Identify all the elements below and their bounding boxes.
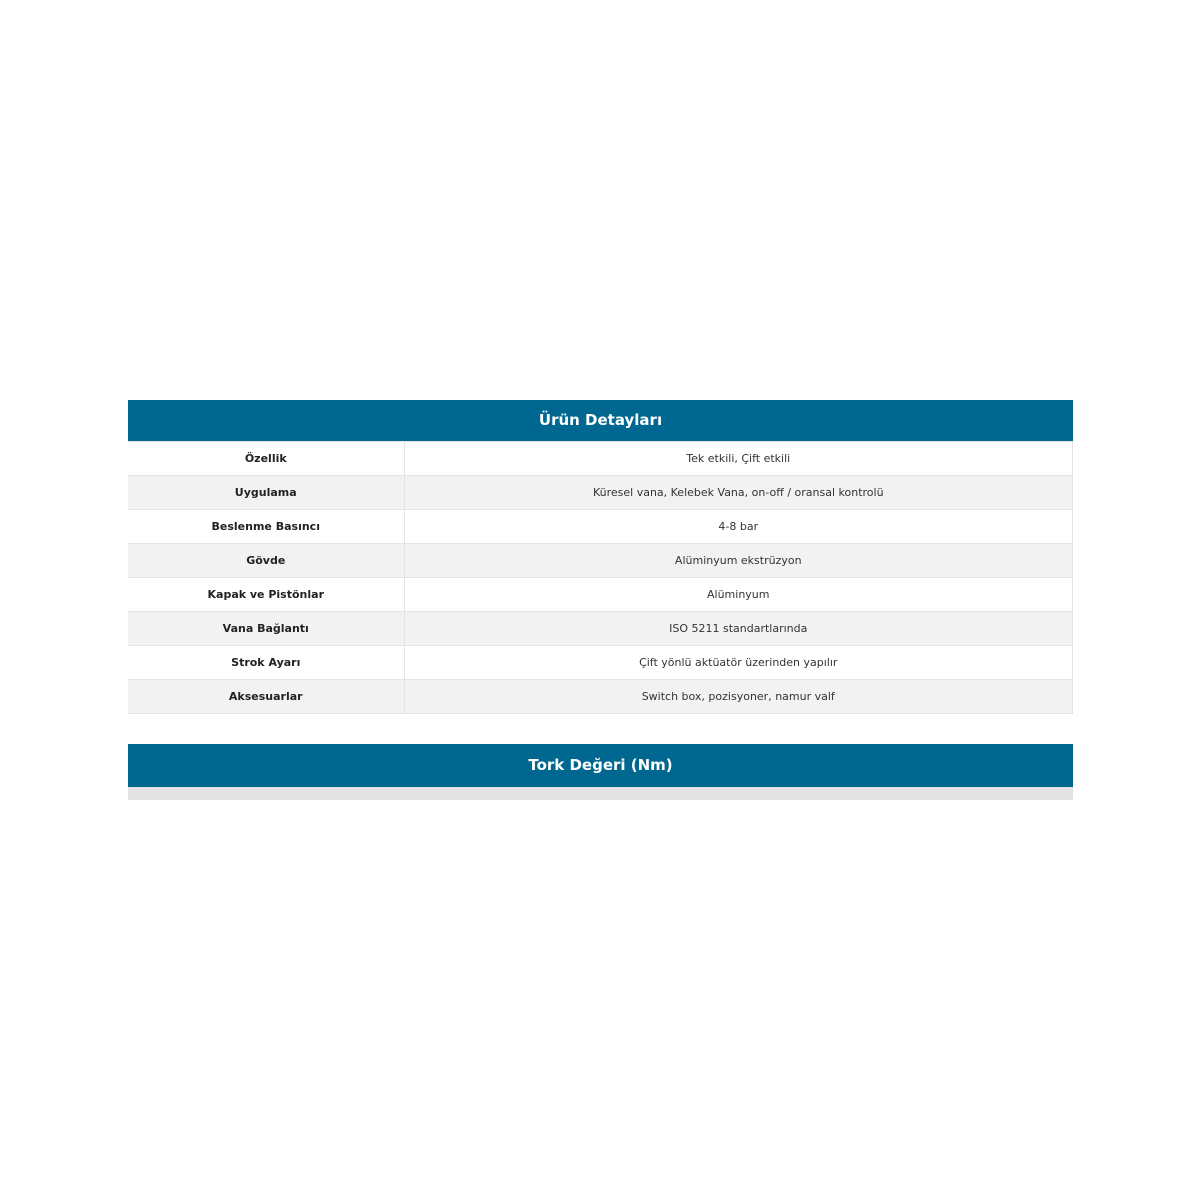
product-details-table <box>128 441 1073 714</box>
spec-label-strok-ayari: Strok Ayarı <box>128 646 404 680</box>
spec-value-uygulama: Küresel vana, Kelebek Vana, on-off / oransal kontrolü <box>404 476 1073 510</box>
spec-value-vana-baglanti: ISO 5211 standartlarında <box>404 612 1073 646</box>
spec-label-aksesuarlar: Aksesuarlar <box>128 680 404 714</box>
table-row <box>128 646 1073 680</box>
table-row <box>128 510 1073 544</box>
spec-value-aksesuarlar: Switch box, pozisyoner, namur valf <box>404 680 1073 714</box>
spec-label-vana-baglanti: Vana Bağlantı <box>128 612 404 646</box>
spec-label-ozellik: Özellik <box>128 442 404 476</box>
spec-value-ozellik: Tek etkili, Çift etkili <box>404 442 1073 476</box>
spec-value-strok-ayari: Çift yönlü aktüatör üzerinden yapılır <box>404 646 1073 680</box>
table-row <box>128 544 1073 578</box>
spec-label-kapak-ve-pistonlar: Kapak ve Pistönlar <box>128 578 404 612</box>
spec-label-beslenme-basinci: Beslenme Basıncı <box>128 510 404 544</box>
table-row <box>128 612 1073 646</box>
spec-value-govde: Alüminyum ekstrüzyon <box>404 544 1073 578</box>
table-row <box>128 680 1073 714</box>
table-row <box>128 578 1073 612</box>
torque-panel <box>128 744 1073 800</box>
spec-label-uygulama: Uygulama <box>128 476 404 510</box>
torque-table-top-strip <box>128 787 1073 800</box>
spec-value-beslenme-basinci: 4-8 bar <box>404 510 1073 544</box>
spec-label-govde: Gövde <box>128 544 404 578</box>
product-details-panel <box>128 400 1073 714</box>
table-row <box>128 442 1073 476</box>
table-row <box>128 476 1073 510</box>
spec-value-kapak-ve-pistonlar: Alüminyum <box>404 578 1073 612</box>
product-details-header: Ürün Detayları <box>128 400 1073 441</box>
torque-header: Tork Değeri (Nm) <box>128 744 1073 787</box>
